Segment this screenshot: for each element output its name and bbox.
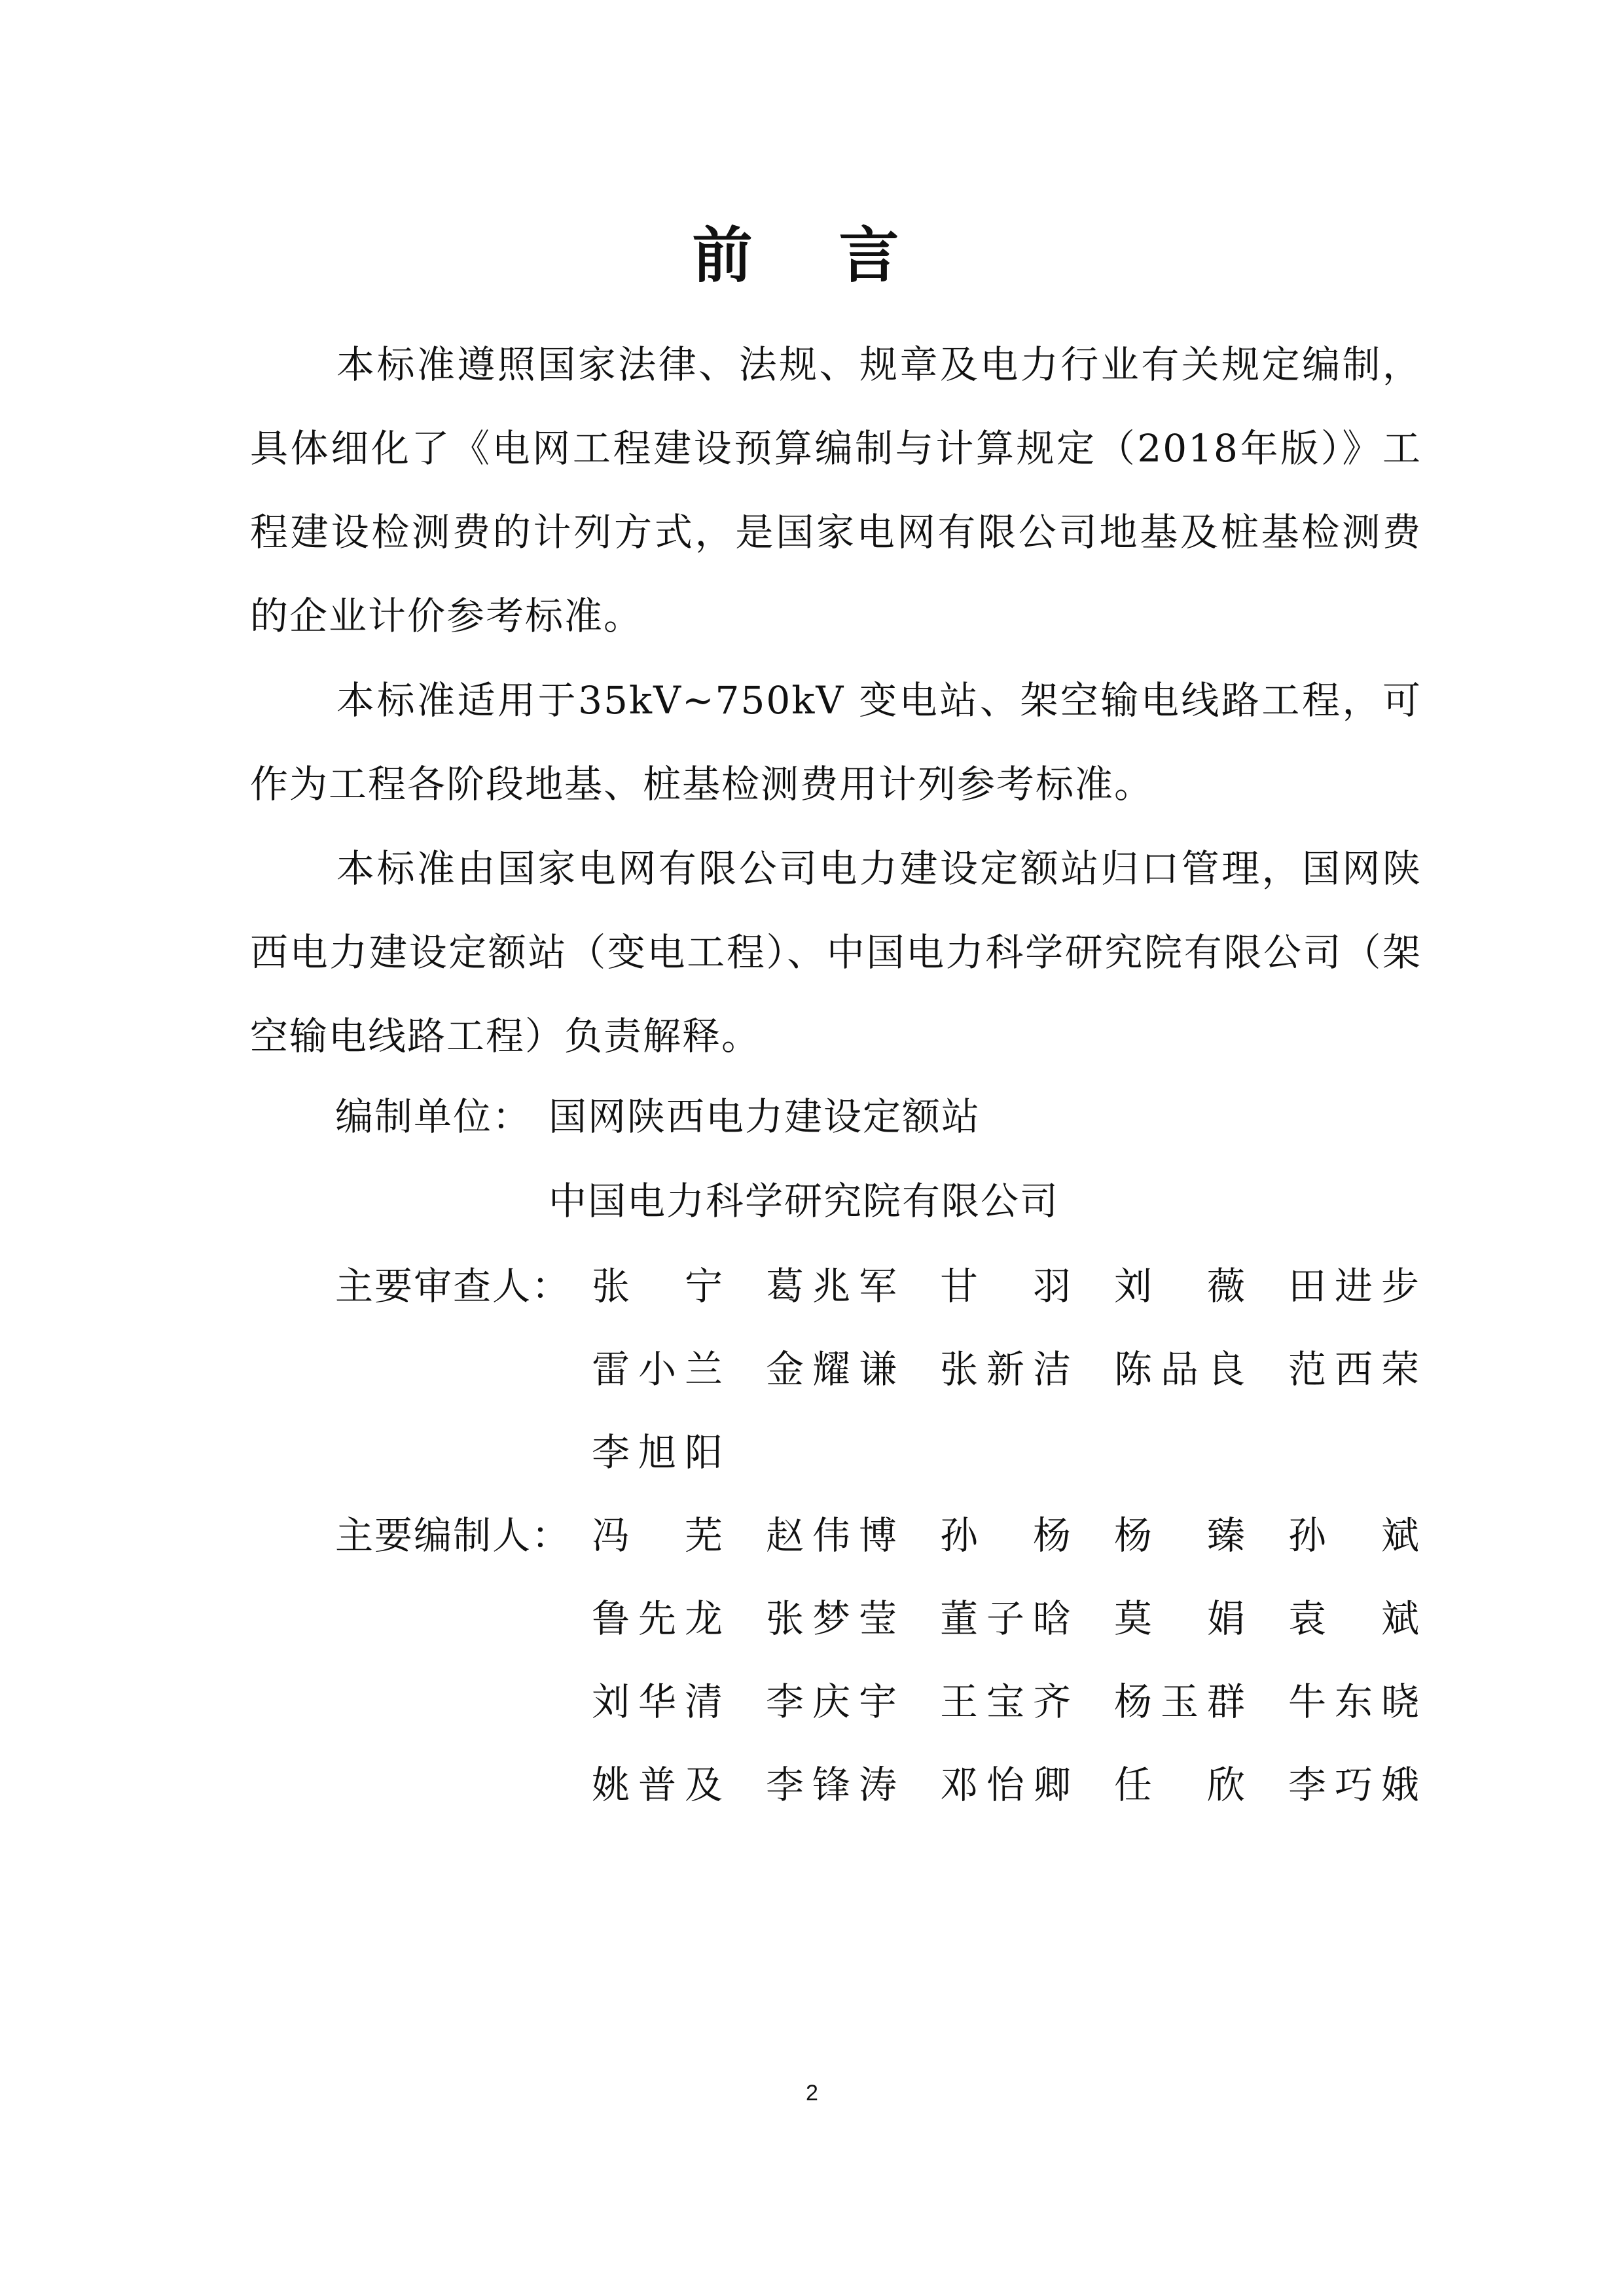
person-name: 雷小兰	[592, 1347, 723, 1391]
person-name: 冯 芜	[592, 1513, 723, 1558]
page-number: 2	[806, 2081, 818, 2106]
person-name: 刘 薇	[1114, 1264, 1245, 1308]
person-name: 李庆宇	[766, 1679, 897, 1724]
person-name: 杨玉群	[1114, 1679, 1245, 1724]
person-name: 任 欣	[1114, 1763, 1245, 1807]
person-name: 袁 斌	[1288, 1596, 1419, 1641]
paragraph-management: 本标准由国家电网有限公司电力建设定额站归口管理，国网陕西电力建设定额站（变电工程）、中国电力科学研究院有限公司（架空输电线路工程）负责解释。	[250, 846, 1422, 1058]
person-name: 刘华清	[592, 1679, 723, 1724]
person-name: 陈品良	[1114, 1347, 1245, 1391]
person-name: 莫 娟	[1114, 1596, 1245, 1641]
person-name: 李巧娥	[1288, 1763, 1419, 1807]
person-name: 赵伟博	[766, 1513, 897, 1558]
reviewers-label: 主要审查人：	[335, 1264, 571, 1308]
paragraph-scope: 本标准遵照国家法律、法规、规章及电力行业有关规定编制，具体细化了《电网工程建设预算编制与计算规定（2018年版）》工程建设检测费的计列方式，是国家电网有限公司地基及桩基检测费的企业计价参考标准。	[250, 342, 1422, 638]
editors-label: 主要编制人：	[335, 1513, 571, 1558]
person-name: 范西荣	[1288, 1347, 1419, 1391]
person-name: 金耀谦	[766, 1347, 897, 1391]
units-label: 编制单位：	[335, 1094, 532, 1139]
person-name: 孙 斌	[1288, 1513, 1419, 1558]
person-name: 葛兆军	[766, 1264, 897, 1308]
person-name: 姚普及	[592, 1763, 723, 1807]
unit-item: 国网陕西电力建设定额站	[549, 1094, 981, 1139]
paragraph-applicability: 本标准适用于35kV~750kV 变电站、架空输电线路工程，可作为工程各阶段地基、桩基检测费用计列参考标准。	[250, 678, 1422, 806]
page-title: 前 言	[692, 220, 932, 291]
person-name: 董子晗	[940, 1596, 1071, 1641]
person-name: 鲁先龙	[592, 1596, 723, 1641]
person-name: 杨 臻	[1114, 1513, 1245, 1558]
person-name: 孙 杨	[940, 1513, 1071, 1558]
person-name: 张 宁	[592, 1264, 723, 1308]
person-name: 李锋涛	[766, 1763, 897, 1807]
person-name: 李旭阳	[592, 1430, 723, 1475]
person-name: 张梦莹	[766, 1596, 897, 1641]
unit-item: 中国电力科学研究院有限公司	[549, 1179, 1060, 1223]
person-name: 甘 羽	[940, 1264, 1071, 1308]
person-name: 张新洁	[940, 1347, 1071, 1391]
person-name: 田进步	[1288, 1264, 1419, 1308]
person-name: 王宝齐	[940, 1679, 1071, 1724]
person-name: 牛东晓	[1288, 1679, 1419, 1724]
person-name: 邓怡卿	[940, 1763, 1071, 1807]
